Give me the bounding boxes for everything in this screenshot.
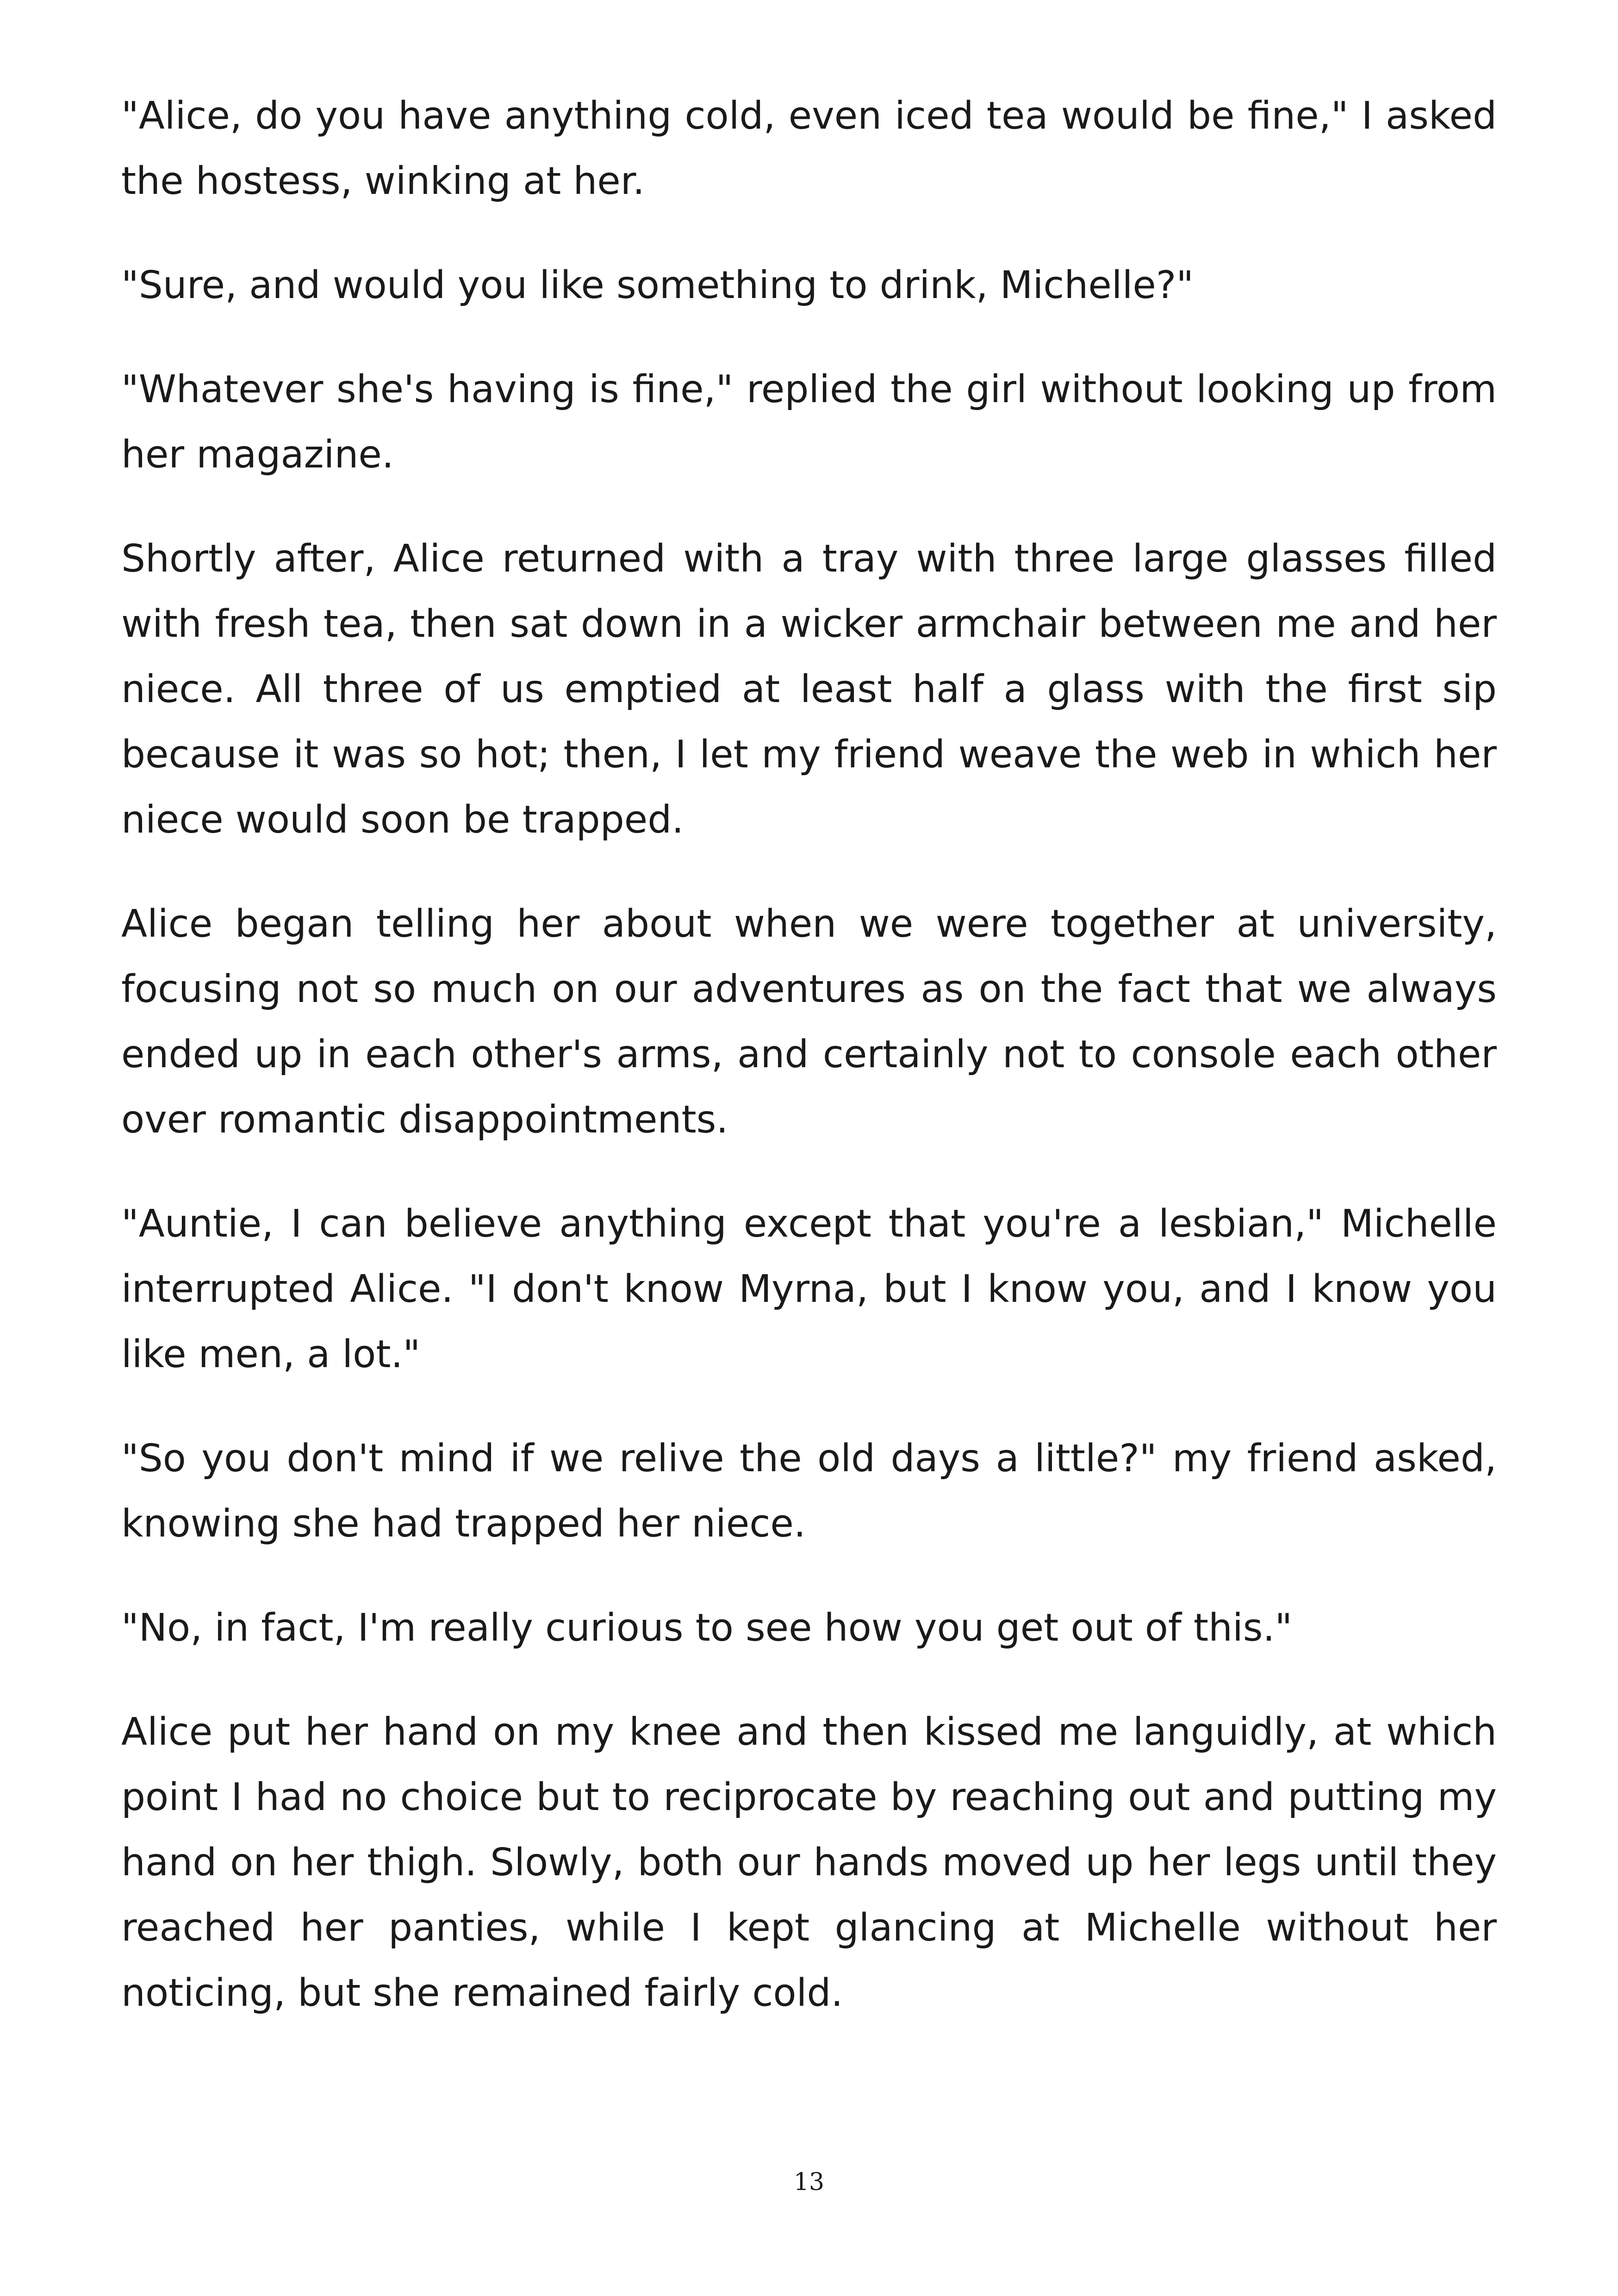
paragraph-7: "So you don't mind if we relive the old days a little?" my friend asked, knowing she had trapped her niece. (121, 1437, 1497, 1546)
page-number: 13 (793, 2168, 825, 2196)
paragraph-4: Shortly after, Alice returned with a tray with three large glasses filled with fresh tea, then sat down in a wicker armchair between me and her niece. All three of us emptied at least half a glass with the first sip because it was so hot; then, I let my friend weave the web in which her niece would soon be trapped. (121, 537, 1497, 842)
paragraph-3: "Whatever she's having is fine," replied the girl without looking up from her magazine. (121, 367, 1497, 477)
paragraph-1: "Alice, do you have anything cold, even iced tea would be fine," I asked the hostess, winking at her. (121, 94, 1497, 203)
paragraph-6: "Auntie, I can believe anything except that you're a lesbian," Michelle interrupted Alice. "I don't know Myrna, but I know you, and I know you like men, a lot." (121, 1202, 1497, 1376)
paragraph-8: "No, in fact, I'm really curious to see how you get out of this." (121, 1606, 1293, 1650)
paragraph-9: Alice put her hand on my knee and then kissed me languidly, at which point I had no choice but to reciprocate by reaching out and putting my hand on her thigh. Slowly, both our hands moved up her legs until they reached her panties, while I kept glancing at Michelle without her noticing, but she remained fairly cold. (121, 1710, 1497, 2015)
paragraph-5: Alice began telling her about when we were together at university, focusing not so much on our adventures as on the fact that we always ended up in each other's arms, and certainly not to console each other over romantic disappointments. (121, 902, 1497, 1142)
paragraph-2: "Sure, and would you like something to drink, Michelle?" (121, 263, 1194, 307)
body-text (121, 83, 1497, 2065)
